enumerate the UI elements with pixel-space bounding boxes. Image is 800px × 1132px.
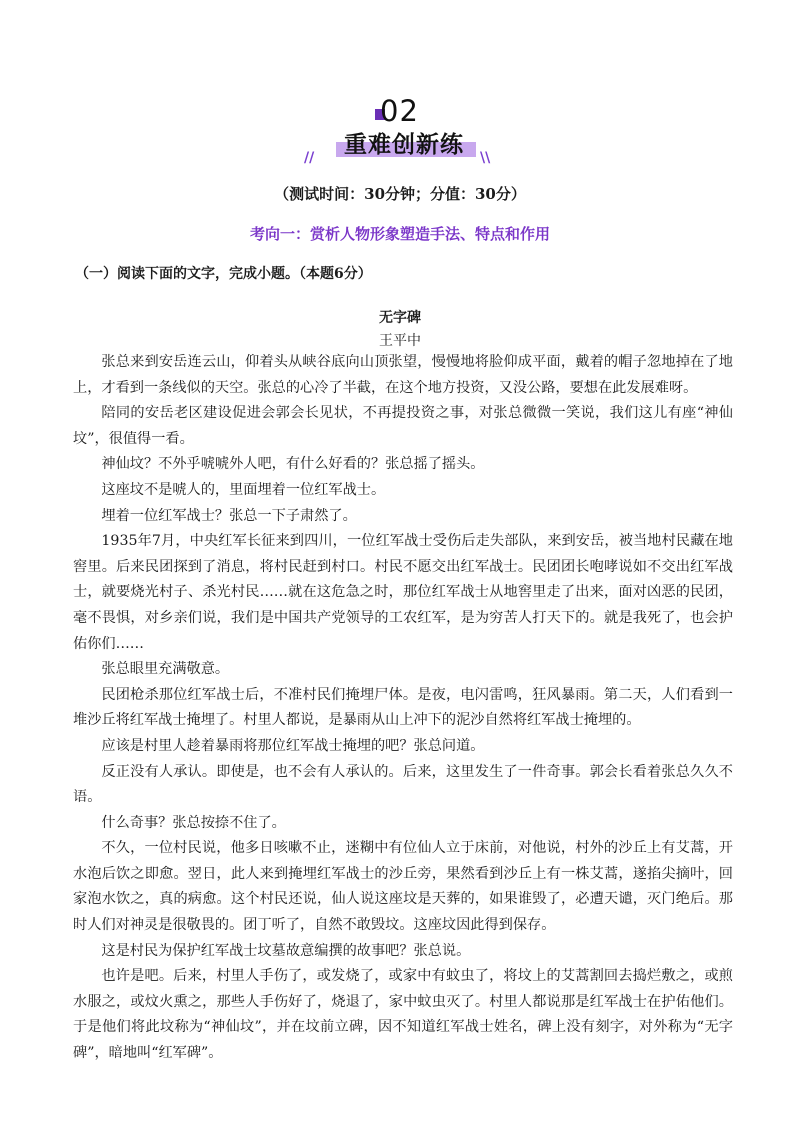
story-title: 无字碑 — [379, 310, 421, 326]
section-title: 重难创新练 — [344, 132, 464, 158]
paragraph: 不久，一位村民说，他多日咳嗽不止，迷糊中有位仙人立于床前，对他说，村外的沙丘上有艾蒿，开水泡后饮之即愈。翌日，此人来到掩埋红军战士的沙丘旁，果然看到沙丘上有一株艾蒿，遂掐尖摘叶，回家泡水饮之，真的病愈。这个村民还说，仙人说这座坟是天葬的，如果谁毁了，必遭天谴，灭门绝后。那时人们对神灵是很敬畏的。团丁听了，自然不敢毁坟。这座坟因此得到保存。 — [73, 840, 733, 934]
section-badge — [300, 92, 500, 178]
paragraph: 也许是吧。后来，村里人手伤了，或发烧了，或家中有蚊虫了，将坟上的艾蒿割回去捣烂敷之，或煎水服之，或炆火熏之，那些人手伤好了，烧退了，家中蚊虫灭了。村里人都说那是红军战士在护佑他们。于是他们将此坟称为“神仙坟”，并在坟前立碑，因不知道红军战士姓名，碑上没有刻字，对外称为“无字碑”，暗地叫“红军碑”。 — [73, 968, 733, 1062]
slash-decoration-left: // — [304, 150, 315, 166]
section-number: 02 — [380, 94, 419, 128]
paragraph: 埋着一位红军战士？张总一下子肃然了。 — [101, 507, 357, 524]
story-author: 王平中 — [379, 333, 421, 349]
paragraph: 应该是村里人趁着暴雨将那位红军战士掩埋的吧？张总问道。 — [101, 737, 485, 754]
paragraph: 张总来到安岳连云山，仰着头从峡谷底向山顶张望，慢慢地将脸仰成平面，戴着的帽子忽地掉在了地上，才看到一条线似的天空。张总的心冷了半截，在这个地方投资，又没公路，要想在此发展难呀。 — [73, 354, 733, 396]
story-body — [73, 350, 733, 1067]
slash-decoration-right: \\ — [480, 150, 491, 166]
paragraph: 张总眼里充满敬意。 — [101, 661, 230, 678]
paragraph: 民团枪杀那位红军战士后，不准村民们掩埋尸体。是夜，电闪雷鸣，狂风暴雨。第二天，人们看到一堆沙丘将红军战士掩埋了。村里人都说，是暴雨从山上冲下的泥沙自然将红军战士掩埋的。 — [73, 686, 733, 729]
section-heading: （一）阅读下面的文字，完成小题。（本题6分） — [75, 266, 372, 282]
direction-heading: 考向一：赏析人物形象塑造手法、特点和作用 — [249, 225, 550, 243]
paragraph: 神仙坟？不外乎唬唬外人吧，有什么好看的？张总摇了摇头。 — [101, 456, 485, 473]
paragraph: 什么奇事？张总按捺不住了。 — [101, 814, 286, 831]
paragraph: 1935年7月，中央红军长征来到四川，一位红军战士受伤后走失部队，来到安岳，被当地村民藏在地窖里。后来民团探到了消息，将村民赶到村口。村民不愿交出红军战士。民团团长咆哮说如不交出红军战士，就要烧光村子、杀光村民……就在这危急之时，那位红军战士从地窖里走了出来，面对凶恶的民团，毫不畏惧，对乡亲们说，我们是中国共产党领导的工农红军，是为穷苦人打天下的。就是我死了，也会护佑你们…… — [73, 533, 733, 652]
paragraph: 这座坟不是唬人的，里面埋着一位红军战士。 — [101, 481, 386, 498]
paragraph: 反正没有人承认。即使是，也不会有人承认的。后来，这里发生了一件奇事。郭会长看着张总久久不语。 — [73, 763, 733, 806]
paragraph: 陪同的安岳老区建设促进会郭会长见状，不再提投资之事，对张总微微一笑说，我们这儿有座“神仙坟”，很值得一看。 — [73, 405, 733, 447]
test-info: （测试时间：30分钟；分值：30分） — [274, 185, 526, 203]
paragraph: 这是村民为保护红军战士坟墓故意编撰的故事吧？张总说。 — [101, 942, 471, 959]
